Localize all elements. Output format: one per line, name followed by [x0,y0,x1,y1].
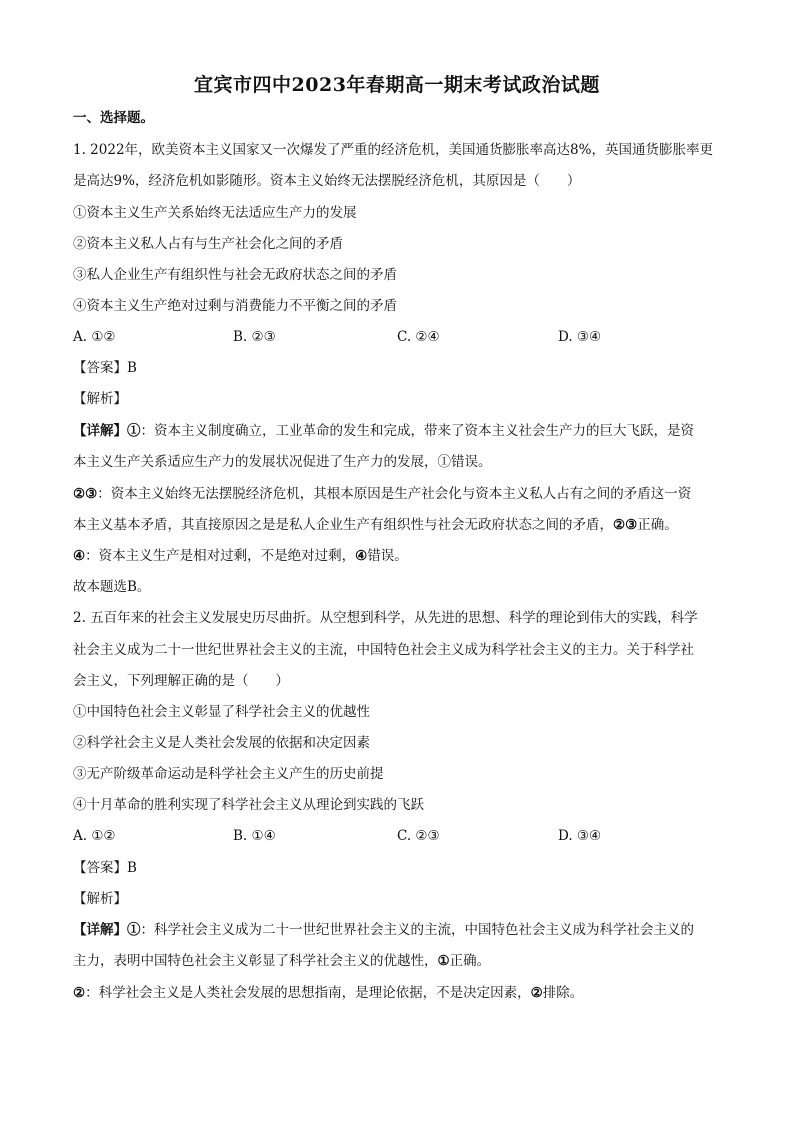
page-title: 宜宾市四中2023年春期高一期末考试政治试题 [194,74,600,96]
q1-options [73,327,723,347]
q1-conclusion: 故本题选B。 [73,579,151,595]
q2-item-4: ④十月革命的胜利实现了科学社会主义从理论到实践的飞跃 [73,797,424,813]
q1-option-d: D. ③④ [558,329,602,345]
q2-stem-line2: 社会主义成为二十一世纪世界社会主义的主流，中国特色社会主义成为科学社会主义的主力。关于科学社 [73,642,694,658]
q2-detail-line1: 【详解】①：科学社会主义成为二十一世纪世界社会主义的主流，中国特色社会主义成为科学社会主义的 [73,922,694,938]
q1-item-1: ①资本主义生产关系始终无法适应生产力的发展 [73,205,357,221]
q1-option-b: B. ②③ [233,329,276,345]
q1-option-c: C. ②④ [397,329,440,345]
q1-detail-line3: ②③：资本主义始终无法摆脱经济危机，其根本原因是生产社会化与资本主义私人占有之间的矛盾这一资 [73,486,692,502]
q2-analysis-label: 【解析】 [73,891,127,907]
q1-detail-line1: 【详解】①：资本主义制度确立，工业革命的发生和完成，带来了资本主义社会生产力的巨大飞跃，是资 [73,423,694,439]
q1-detail-line2: 本主义生产关系适应生产力的发展状况促进了生产力的发展，①错误。 [73,454,492,470]
q2-stem-line3: 会主义，下列理解正确的是（ ） [73,673,289,689]
q1-stem-line2: 是高达9%，经济危机如影随形。资本主义始终无法摆脱经济危机，其原因是（ ） [73,173,581,189]
section-heading: 一、选择题。 [73,110,154,126]
q1-detail-line5: ④：资本主义生产是相对过剩，不是绝对过剩，④错误。 [73,548,408,564]
q2-item-1: ①中国特色社会主义彰显了科学社会主义的优越性 [73,704,370,720]
q2-item-3: ③无产阶级革命运动是科学社会主义产生的历史前提 [73,766,384,782]
q1-item-4: ④资本主义生产绝对过剩与消费能力不平衡之间的矛盾 [73,298,397,314]
q2-detail-label: 【详解】① [73,922,141,938]
q1-analysis-label: 【解析】 [73,391,127,407]
q2-option-d: D. ③④ [558,828,602,844]
q1-stem-line1: 1. 2022年，欧美资本主义国家又一次爆发了严重的经济危机，美国通货膨胀率高达8%，英国通货膨胀率更 [73,142,713,158]
q2-stem-line1: 2. 五百年来的社会主义发展史历尽曲折。从空想到科学，从先进的思想、科学的理论到伟大的实践，科学 [73,610,698,626]
q1-option-a: A. ①② [73,329,116,345]
q2-item-2: ②科学社会主义是人类社会发展的依据和决定因素 [73,735,370,751]
q1-item-2: ②资本主义私人占有与生产社会化之间的矛盾 [73,236,343,252]
q2-option-a: A. ①② [73,828,116,844]
q2-options [73,826,723,846]
q1-detail-label: 【详解】① [73,423,141,439]
q2-detail-line3: ②：科学社会主义是人类社会发展的思想指南，是理论依据，不是决定因素，②排除。 [73,985,584,1001]
q1-detail-line4: 本主义基本矛盾，其直接原因之是是私人企业生产有组织性与社会无政府状态之间的矛盾，②③正确。 [73,517,678,533]
q1-answer: 【答案】B [73,360,137,376]
q2-option-b: B. ①④ [233,828,276,844]
q2-answer: 【答案】B [73,860,137,876]
q1-item-3: ③私人企业生产有组织性与社会无政府状态之间的矛盾 [73,267,397,283]
q2-detail-line2: 主力，表明中国特色社会主义彰显了科学社会主义的优越性，①正确。 [73,953,491,969]
q2-option-c: C. ②③ [397,828,440,844]
